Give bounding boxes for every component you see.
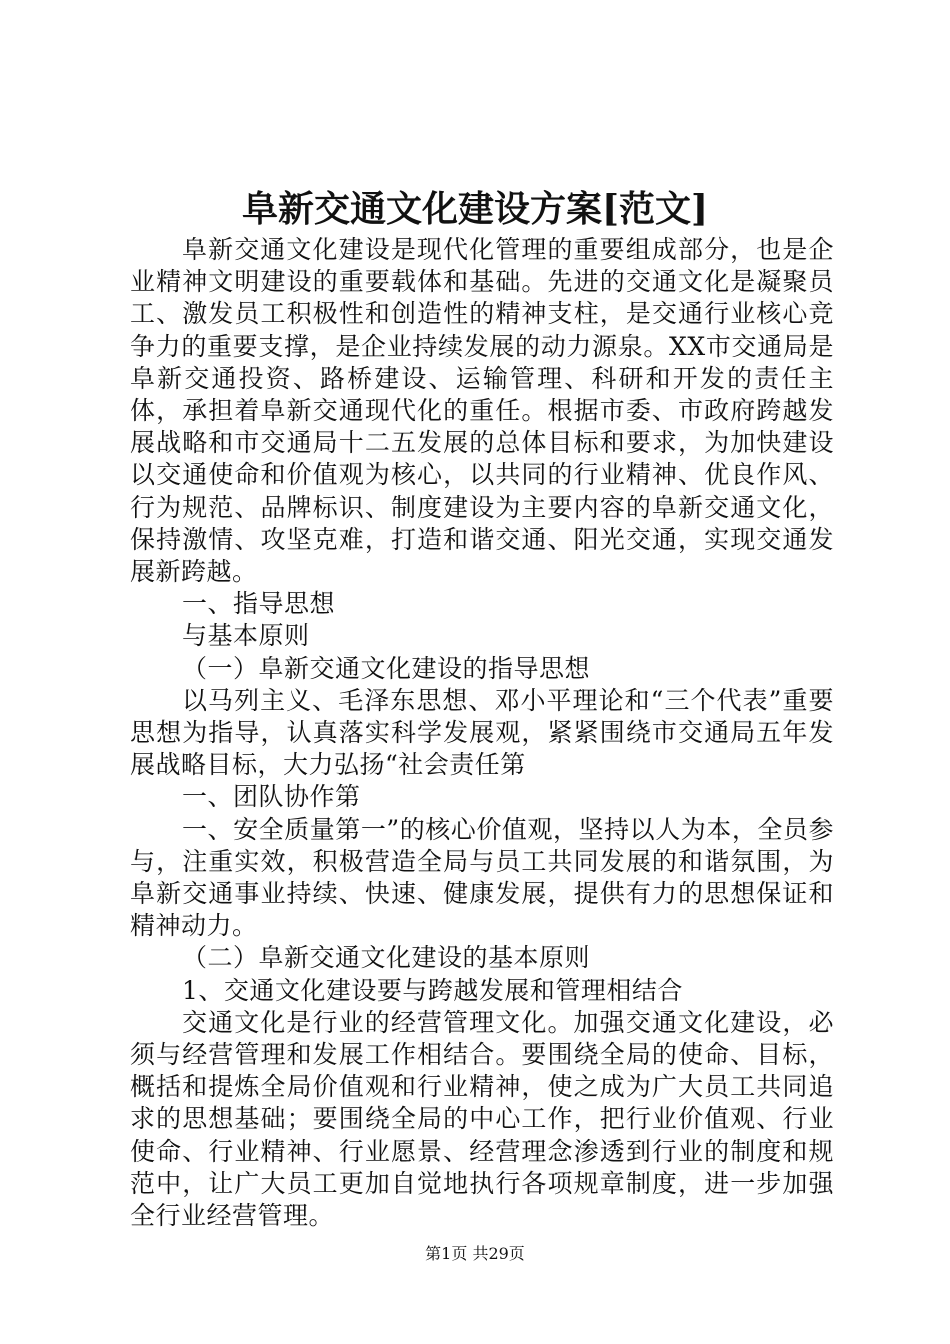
paragraph-intro: 阜新交通文化建设是现代化管理的重要组成部分，也是企业精神文明建设的重要载体和基础。先进的交通文化是凝聚员工、激发员工积极性和创造性的精神支柱，是交通行业核心竞争力的重要支撑，是企业持续发展的动力源泉。XX市交通局是阜新交通投资、路桥建设、运输管理、科研和开发的责任主体，承担着阜新交通现代化的重任。根据市委、市政府跨越发展战略和市交通局十二五发展的总体目标和要求，为加快建设以交通使命和价值观为核心，以共同的行业精神、优良作风、行为规范、品牌标识、制度建设为主要内容的阜新交通文化，保持激情、攻坚克难，打造和谐交通、阳光交通，实现交通发展新跨越。	[130, 235, 834, 587]
section-heading-1: 一、指导思想	[182, 589, 336, 619]
subsection-heading-2: （二）阜新交通文化建设的基本原则	[182, 943, 591, 973]
subsection-heading-1: （一）阜新交通文化建设的指导思想	[182, 653, 591, 683]
document-body	[130, 234, 834, 1232]
paragraph-principle-1: 交通文化是行业的经营管理文化。加强交通文化建设，必须与经营管理和发展工作相结合。要围绕全局的使命、目标，概括和提炼全局价值观和行业精神，使之成为广大员工共同追求的思想基础；要围绕全局的中心工作，把行业价值观、行业使命、行业精神、行业愿景、经营理念渗透到行业的制度和规范中，让广大员工更加自觉地执行各项规章制度，进一步加强全行业经营管理。	[130, 1007, 834, 1231]
document-title: 阜新交通文化建设方案[范文]	[241, 188, 709, 230]
principle-heading-1: 1、交通文化建设要与跨越发展和管理相结合	[182, 975, 683, 1005]
page-number-footer: 第1页 共29页	[425, 1244, 525, 1263]
section-heading-1-cont: 与基本原则	[182, 621, 310, 651]
paragraph-core-values: 一、安全质量第一”的核心价值观，坚持以人为本，全员参与，注重实效，积极营造全局与员工共同发展的和谐氛围，为阜新交通事业持续、快速、健康发展，提供有力的思想保证和精神动力。	[130, 814, 834, 941]
paragraph-guiding-ideology: 以马列主义、毛泽东思想、邓小平理论和“三个代表”重要思想为指导，认真落实科学发展观，紧紧围绕市交通局五年发展战略目标，大力弘扬“社会责任第	[130, 685, 834, 780]
fragment-heading-teamwork: 一、团队协作第	[182, 782, 361, 812]
